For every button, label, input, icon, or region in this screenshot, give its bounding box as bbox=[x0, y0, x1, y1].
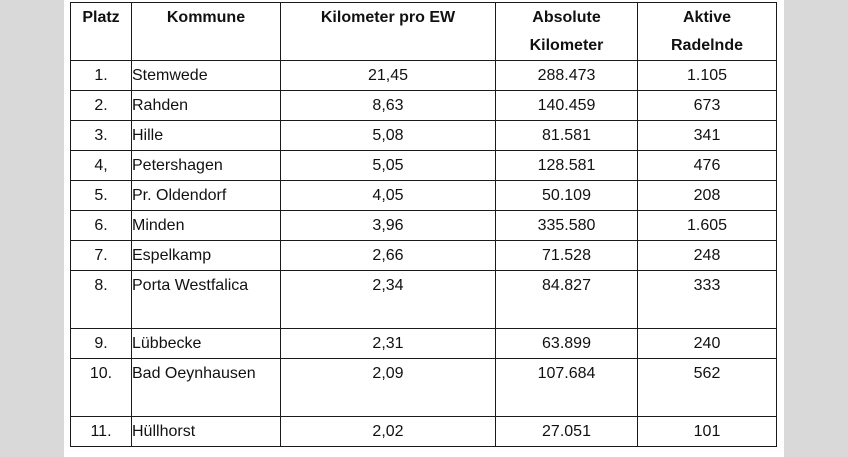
cell-absolute-kilometer: 50.109 bbox=[496, 181, 638, 211]
cell-aktive-radelnde: 562 bbox=[638, 359, 777, 417]
cell-platz: 5. bbox=[71, 181, 132, 211]
cell-kommune: Hille bbox=[132, 121, 281, 151]
cell-platz: 11. bbox=[71, 417, 132, 447]
cell-aktive-radelnde: 1.105 bbox=[638, 61, 777, 91]
cell-kilometer-pro-ew: 2,09 bbox=[281, 359, 496, 417]
cell-aktive-radelnde: 476 bbox=[638, 151, 777, 181]
cell-aktive-radelnde: 248 bbox=[638, 241, 777, 271]
cell-kommune: Bad Oeynhausen bbox=[132, 359, 281, 417]
cell-kilometer-pro-ew: 3,96 bbox=[281, 211, 496, 241]
table-row bbox=[71, 241, 777, 271]
cell-platz: 4, bbox=[71, 151, 132, 181]
cell-absolute-kilometer: 107.684 bbox=[496, 359, 638, 417]
document-page bbox=[64, 0, 784, 457]
cell-kilometer-pro-ew: 8,63 bbox=[281, 91, 496, 121]
cell-aktive-radelnde: 101 bbox=[638, 417, 777, 447]
cell-platz: 10. bbox=[71, 359, 132, 417]
header-absolute-kilometer: Absolute Kilometer bbox=[496, 3, 638, 61]
ranking-table bbox=[70, 2, 777, 447]
cell-aktive-radelnde: 333 bbox=[638, 271, 777, 329]
cell-platz: 1. bbox=[71, 61, 132, 91]
cell-kommune: Hüllhorst bbox=[132, 417, 281, 447]
cell-absolute-kilometer: 27.051 bbox=[496, 417, 638, 447]
cell-absolute-kilometer: 63.899 bbox=[496, 329, 638, 359]
table-row bbox=[71, 211, 777, 241]
table-row bbox=[71, 359, 777, 417]
cell-kommune: Stemwede bbox=[132, 61, 281, 91]
cell-absolute-kilometer: 81.581 bbox=[496, 121, 638, 151]
cell-aktive-radelnde: 208 bbox=[638, 181, 777, 211]
header-kilometer-pro-ew: Kilometer pro EW bbox=[281, 3, 496, 61]
cell-platz: 6. bbox=[71, 211, 132, 241]
table-row bbox=[71, 151, 777, 181]
cell-kommune: Minden bbox=[132, 211, 281, 241]
table-row bbox=[71, 329, 777, 359]
cell-kommune: Lübbecke bbox=[132, 329, 281, 359]
table-row bbox=[71, 417, 777, 447]
cell-platz: 7. bbox=[71, 241, 132, 271]
header-kommune: Kommune bbox=[132, 3, 281, 61]
cell-kilometer-pro-ew: 2,34 bbox=[281, 271, 496, 329]
cell-aktive-radelnde: 1.605 bbox=[638, 211, 777, 241]
cell-kommune: Rahden bbox=[132, 91, 281, 121]
cell-kommune: Porta Westfalica bbox=[132, 271, 281, 329]
cell-kilometer-pro-ew: 5,08 bbox=[281, 121, 496, 151]
cell-aktive-radelnde: 673 bbox=[638, 91, 777, 121]
cell-platz: 2. bbox=[71, 91, 132, 121]
cell-kommune: Petershagen bbox=[132, 151, 281, 181]
cell-aktive-radelnde: 341 bbox=[638, 121, 777, 151]
table-row bbox=[71, 91, 777, 121]
cell-kilometer-pro-ew: 2,02 bbox=[281, 417, 496, 447]
table-row bbox=[71, 181, 777, 211]
cell-absolute-kilometer: 140.459 bbox=[496, 91, 638, 121]
cell-absolute-kilometer: 288.473 bbox=[496, 61, 638, 91]
cell-kilometer-pro-ew: 4,05 bbox=[281, 181, 496, 211]
cell-kilometer-pro-ew: 21,45 bbox=[281, 61, 496, 91]
header-aktive-radelnde: Aktive Radelnde bbox=[638, 3, 777, 61]
cell-absolute-kilometer: 335.580 bbox=[496, 211, 638, 241]
cell-absolute-kilometer: 128.581 bbox=[496, 151, 638, 181]
cell-absolute-kilometer: 71.528 bbox=[496, 241, 638, 271]
cell-kilometer-pro-ew: 2,66 bbox=[281, 241, 496, 271]
table-row bbox=[71, 61, 777, 91]
cell-kommune: Espelkamp bbox=[132, 241, 281, 271]
table-row bbox=[71, 271, 777, 329]
cell-kilometer-pro-ew: 2,31 bbox=[281, 329, 496, 359]
cell-platz: 9. bbox=[71, 329, 132, 359]
cell-platz: 8. bbox=[71, 271, 132, 329]
table-body bbox=[71, 61, 777, 447]
cell-aktive-radelnde: 240 bbox=[638, 329, 777, 359]
table-header-row bbox=[71, 3, 777, 61]
cell-kilometer-pro-ew: 5,05 bbox=[281, 151, 496, 181]
cell-kommune: Pr. Oldendorf bbox=[132, 181, 281, 211]
header-platz: Platz bbox=[71, 3, 132, 61]
cell-absolute-kilometer: 84.827 bbox=[496, 271, 638, 329]
cell-platz: 3. bbox=[71, 121, 132, 151]
table-row bbox=[71, 121, 777, 151]
